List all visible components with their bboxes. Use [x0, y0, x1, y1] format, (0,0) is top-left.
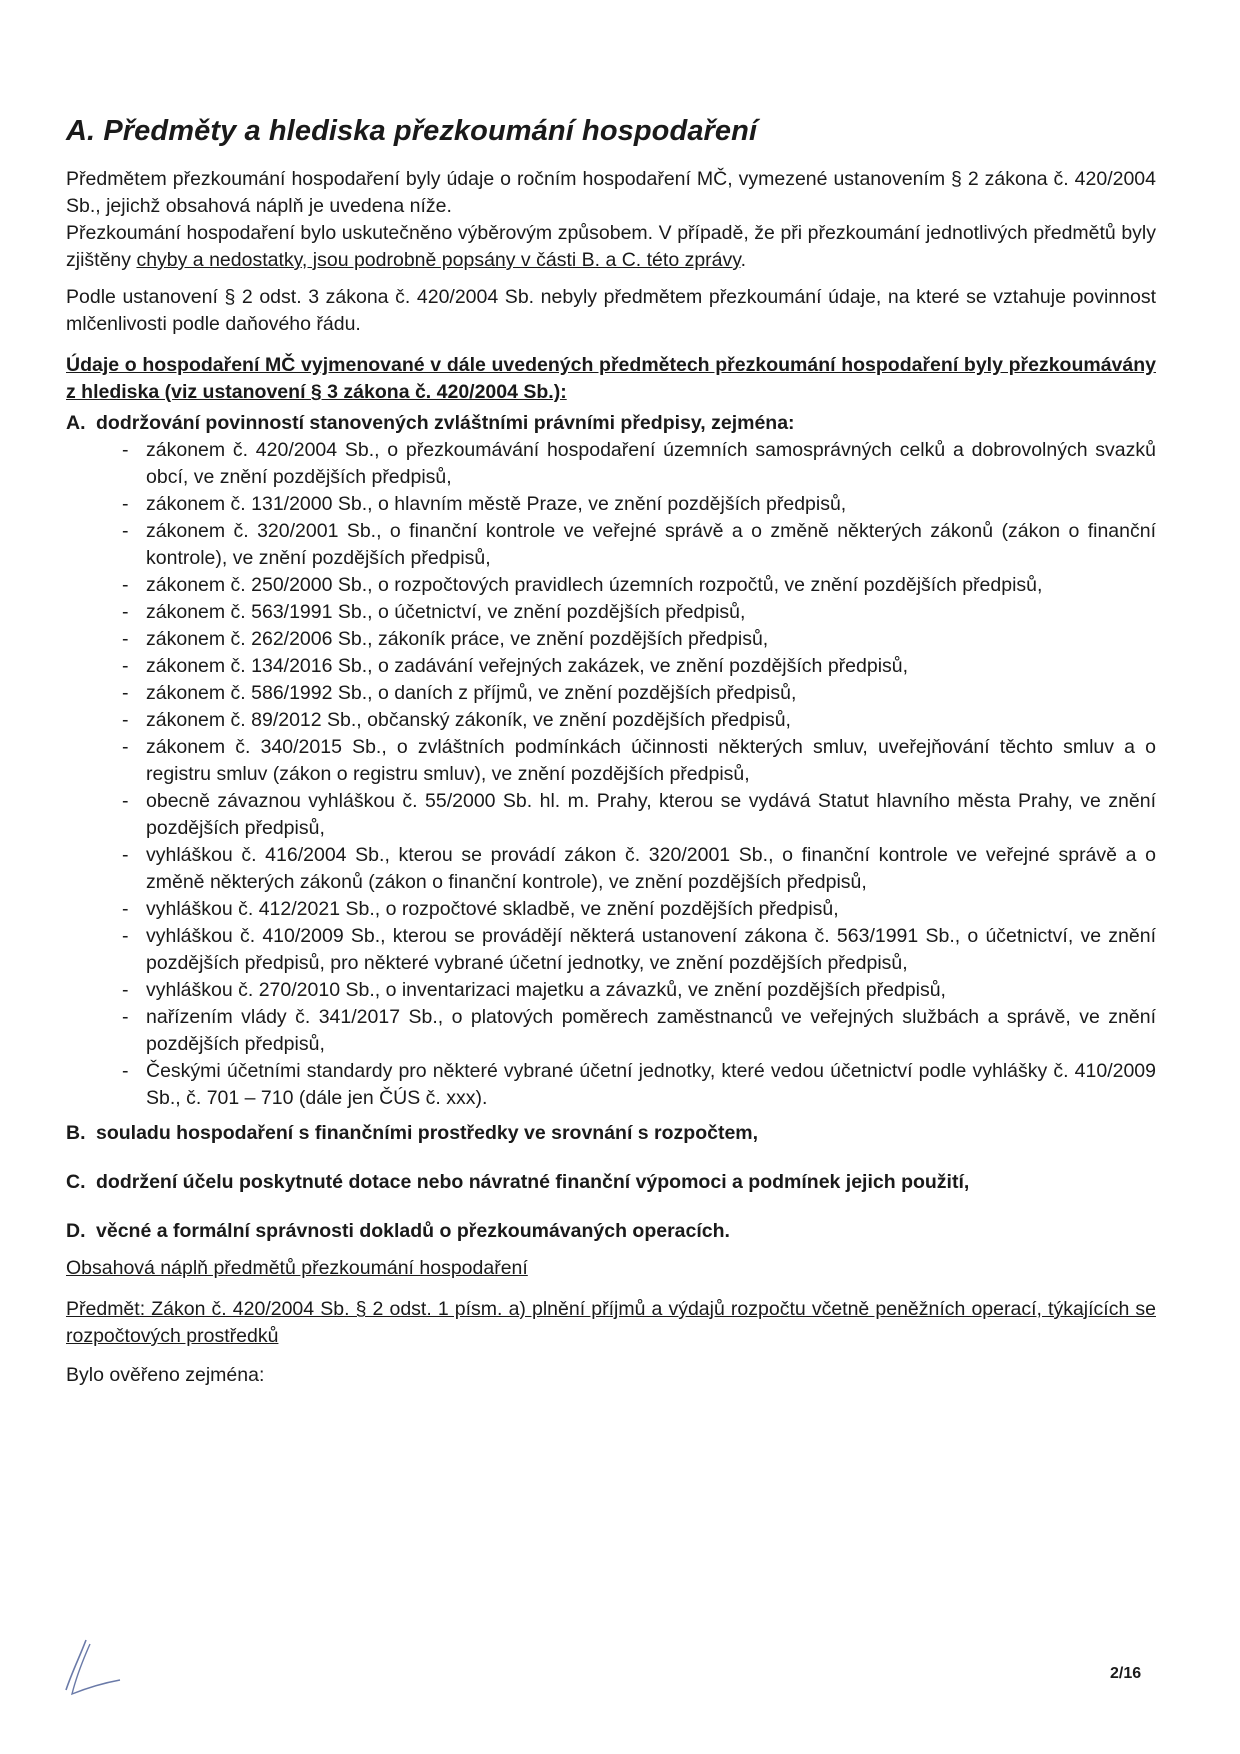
list-item: - zákonem č. 340/2015 Sb., o zvláštních podmínkách účinnosti některých smluv, uveřejňování těchto smluv a o registru smluv (zákon o registru smluv), ve znění pozdějších předpisů, [122, 734, 1156, 788]
intro-paragraph-1: Předmětem přezkoumání hospodaření byly údaje o ročním hospodaření MČ, vymezené ustanovením § 2 zákona č. 420/2004 Sb., jejichž obsahová náplň je uvedena níže. [66, 168, 1156, 217]
scope-title: Údaje o hospodaření MČ vyjmenované v dále uvedených předmětech přezkoumání hospodaření byly přezkoumávány z hlediska (viz ustanovení § 3 zákona č. 420/2004 Sb.): [66, 354, 1156, 403]
list-item: - zákonem č. 89/2012 Sb., občanský zákoník, ve znění pozdějších předpisů, [122, 707, 1156, 734]
content-title: Obsahová náplň předmětů přezkoumání hospodaření [66, 1257, 528, 1279]
section-heading: A. Předměty a hlediska přezkoumání hospodaření [66, 115, 758, 147]
list-item: - vyhláškou č. 270/2010 Sb., o inventarizaci majetku a závazků, ve znění pozdějších předpisů, [122, 977, 1156, 1004]
list-item: - Českými účetními standardy pro některé vybrané účetní jednotky, které vedou účetnictví podle vyhlášky č. 410/2009 Sb., č. 701 – 710 (dále jen ČÚS č. xxx). [122, 1058, 1156, 1112]
list-item: - zákonem č. 586/1992 Sb., o daních z příjmů, ve znění pozdějších předpisů, [122, 680, 1156, 707]
intro-p2-end: . [740, 249, 746, 271]
intro-p2-start: Přezkoumání hospodaření bylo uskutečněno výběrovým způsobem. V případě, že při přezkoumání jednotlivých předmětů byly zjištěny [66, 222, 1156, 271]
intro-paragraph-2 [66, 220, 1156, 274]
list-item: - vyhláškou č. 416/2004 Sb., kterou se provádí zákon č. 320/2001 Sb., o finanční kontrole ve veřejné správě a o změně některých zákonů (zákon o finanční kontrole), ve znění pozdějších předpisů, [122, 842, 1156, 896]
section-b-title: souladu hospodaření s finančními prostředky ve srovnání s rozpočtem, [96, 1122, 759, 1144]
section-b-letter: B. [66, 1122, 86, 1144]
verified-label: Bylo ověřeno zejména: [66, 1364, 265, 1386]
list-item: - zákonem č. 320/2001 Sb., o finanční kontrole ve veřejné správě a o změně některých zákonů (zákon o finanční kontrole), ve znění pozdějších předpisů, [122, 518, 1156, 572]
section-a-title: dodržování povinností stanovených zvláštními právními předpisy, zejména: [96, 412, 795, 434]
list-item: - zákonem č. 262/2006 Sb., zákoník práce, ve znění pozdějších předpisů, [122, 626, 1156, 653]
list-item: - vyhláškou č. 412/2021 Sb., o rozpočtové skladbě, ve znění pozdějších předpisů, [122, 896, 1156, 923]
list-item: - zákonem č. 420/2004 Sb., o přezkoumávání hospodaření územních samosprávných celků a dobrovolných svazků obcí, ve znění pozdějších předpisů, [122, 437, 1156, 491]
section-d-title: věcné a formální správnosti dokladů o přezkoumávaných operacích. [96, 1220, 730, 1242]
list-item: - vyhláškou č. 410/2009 Sb., kterou se provádějí některá ustanovení zákona č. 563/1991 Sb., o účetnictví, ve znění pozdějších předpisů, pro některé vybrané účetní jednotky, ve znění pozdějších předpisů, [122, 923, 1156, 977]
section-c-title: dodržení účelu poskytnuté dotace nebo návratné finanční výpomoci a podmínek jejich použití, [96, 1171, 970, 1193]
signature-mark [58, 1632, 148, 1702]
intro-p2-underlined: chyby a nedostatky, jsou podrobně popsány v části B. a C. této zprávy [136, 249, 741, 271]
section-a-list [66, 437, 1156, 1112]
document-page [66, 115, 1156, 1389]
section-d-letter: D. [66, 1220, 86, 1242]
subject-line: Předmět: Zákon č. 420/2004 Sb. § 2 odst. 1 písm. a) plnění příjmů a výdajů rozpočtu včetně peněžních operací, týkajících se rozpočtových prostředků [66, 1298, 1156, 1347]
section-b [66, 1120, 1156, 1147]
list-item: - obecně závaznou vyhláškou č. 55/2000 Sb. hl. m. Prahy, kterou se vydává Statut hlavního města Prahy, ve znění pozdějších předpisů, [122, 788, 1156, 842]
page-number: 2/16 [1110, 1665, 1142, 1682]
section-c-letter: C. [66, 1171, 86, 1193]
section-c [66, 1169, 1156, 1196]
section-a-letter: A. [66, 412, 86, 434]
list-item: - zákonem č. 134/2016 Sb., o zadávání veřejných zakázek, ve znění pozdějších předpisů, [122, 653, 1156, 680]
list-item: - zákonem č. 563/1991 Sb., o účetnictví, ve znění pozdějších předpisů, [122, 599, 1156, 626]
list-item: - zákonem č. 131/2000 Sb., o hlavním městě Praze, ve znění pozdějších předpisů, [122, 491, 1156, 518]
section-a-head [66, 410, 1156, 437]
list-item: - nařízením vlády č. 341/2017 Sb., o platových poměrech zaměstnanců ve veřejných službách a správě, ve znění pozdějších předpisů, [122, 1004, 1156, 1058]
section-d [66, 1218, 1156, 1245]
list-item: - zákonem č. 250/2000 Sb., o rozpočtových pravidlech územních rozpočtů, ve znění pozdějších předpisů, [122, 572, 1156, 599]
intro-paragraph-3: Podle ustanovení § 2 odst. 3 zákona č. 420/2004 Sb. nebyly předmětem přezkoumání údaje, na které se vztahuje povinnost mlčenlivosti podle daňového řádu. [66, 286, 1156, 335]
